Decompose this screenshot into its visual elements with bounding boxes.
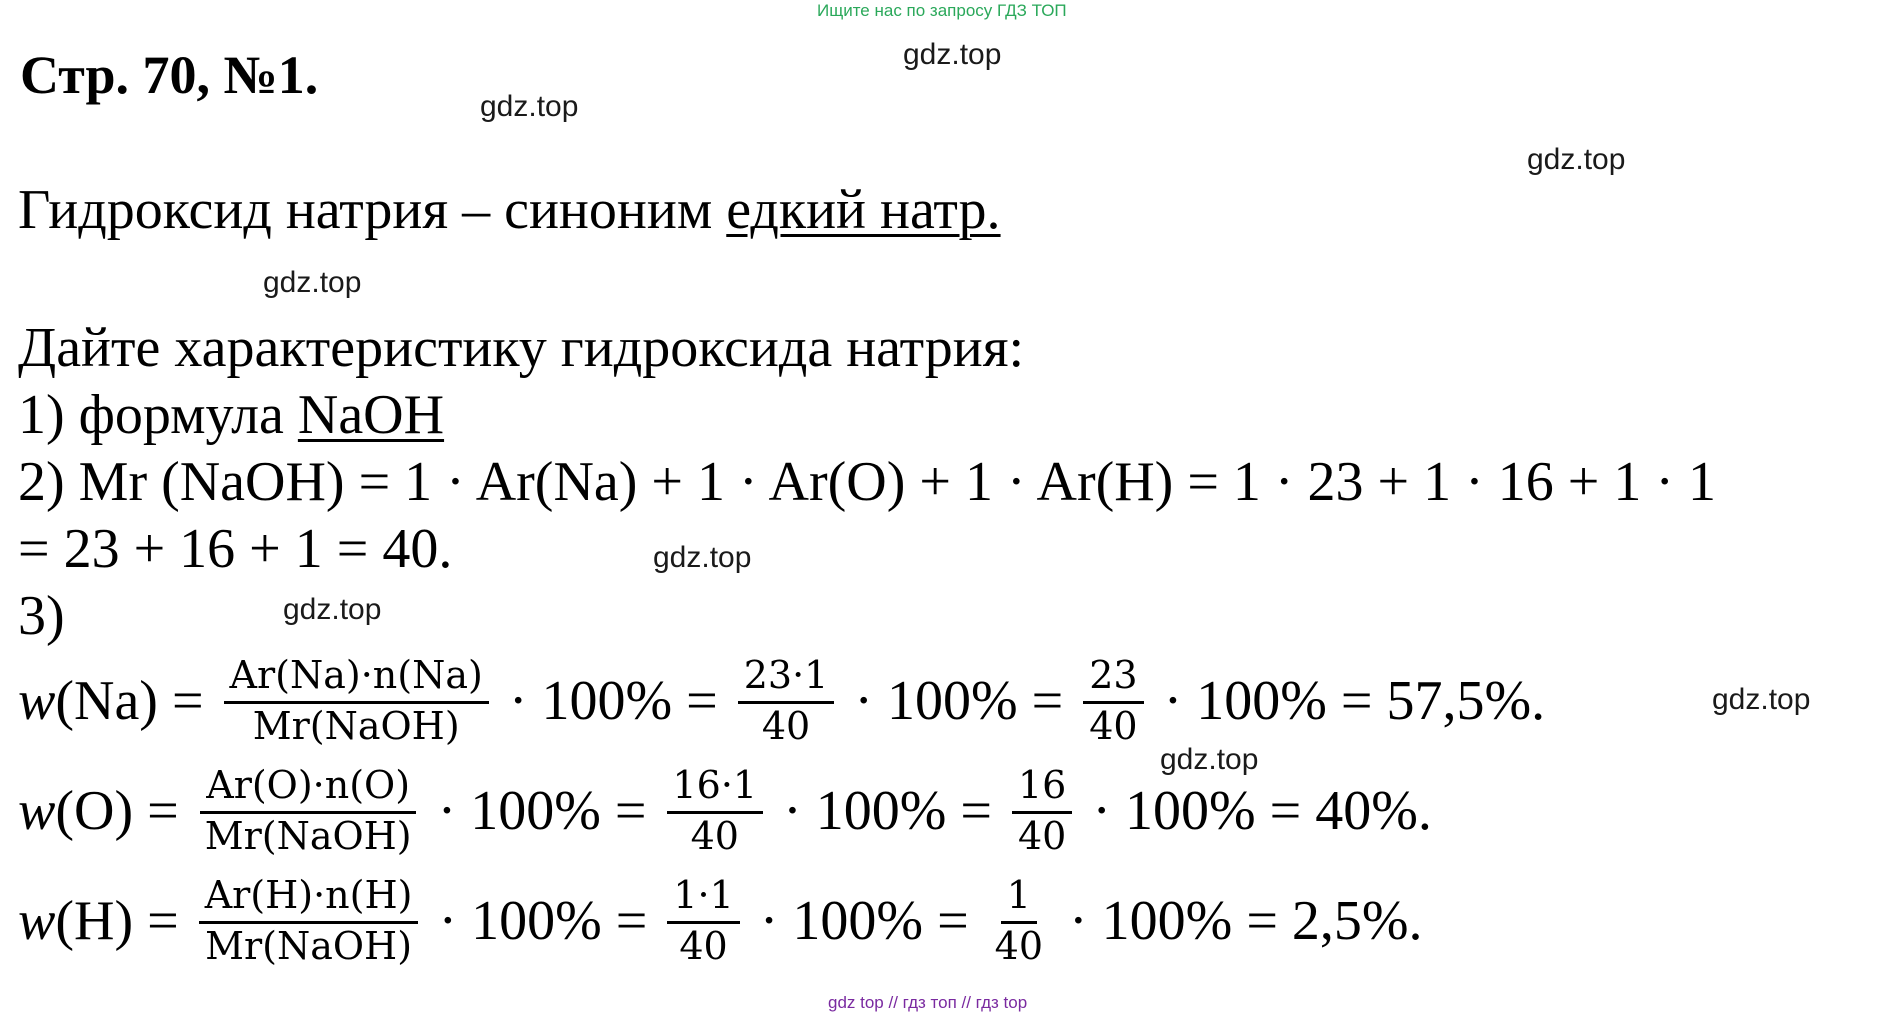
synonym-lead: Гидроксид натрия – синоним: [18, 179, 727, 241]
formula-operator: · 100% =: [840, 670, 1078, 732]
synonym-line: [18, 178, 1001, 242]
task-line: Дайте характеристику гидроксида натрия:: [18, 317, 1025, 379]
formula-result: · 100% = 57,5%.: [1149, 670, 1546, 732]
w-symbol: w: [18, 890, 56, 952]
fraction-denominator: 40: [679, 923, 728, 968]
fraction-denominator: 40: [1089, 703, 1138, 748]
fraction-substituted: [667, 762, 764, 858]
formula-operator: · 100% =: [494, 670, 732, 732]
page-title: Стр. 70, №1.: [20, 45, 319, 105]
formula-result: · 100% = 40%.: [1078, 780, 1432, 842]
fraction-numerator: 1·1: [667, 875, 739, 924]
fraction-denominator: 40: [690, 813, 739, 858]
formula-operator: · 100% =: [423, 780, 661, 842]
fraction-denominator: Mr(NaOH): [204, 813, 412, 858]
fraction-denominator: 40: [1018, 813, 1067, 858]
fraction-denominator: Mr(NaOH): [252, 703, 460, 748]
fraction-numerator: Ar(O)·n(O): [200, 765, 416, 814]
formula-operator: · 100% =: [424, 890, 662, 952]
watermark: gdz.top: [283, 593, 382, 626]
fraction-numerator: 1: [1001, 875, 1037, 924]
formula-lhs: (H) =: [55, 890, 193, 952]
formula-lhs: (Na) =: [55, 670, 218, 732]
fraction-numerator: Ar(H)·n(H): [199, 875, 419, 924]
fraction-numerator: 23: [1083, 655, 1143, 704]
item1-line: [18, 383, 444, 447]
fraction-numerator: 16·1: [667, 765, 764, 814]
watermark: gdz.top: [1712, 683, 1811, 716]
formula-operator: · 100% =: [745, 890, 983, 952]
formula-w-h: [18, 865, 1423, 977]
synonym-answer: едкий натр.: [726, 179, 1001, 241]
watermark: gdz.top: [653, 541, 752, 574]
item3-label: 3): [18, 585, 65, 647]
watermark: gdz.top: [263, 266, 362, 299]
watermark: gdz.top: [480, 90, 579, 123]
fraction-numerator: 16: [1012, 765, 1072, 814]
watermark: gdz.top: [1160, 743, 1259, 776]
fraction-substituted: [667, 872, 739, 968]
fraction-denominator: Mr(NaOH): [205, 923, 413, 968]
fraction-general: [199, 762, 418, 858]
w-symbol: w: [18, 670, 56, 732]
fraction-numerator: 23·1: [738, 655, 835, 704]
fraction-numerator: Ar(Na)·n(Na): [224, 655, 489, 704]
fraction-substituted: [738, 652, 835, 748]
fraction-denominator: 40: [761, 703, 811, 748]
bottom-banner: gdz top // гдз топ // гдз top: [828, 993, 1028, 1012]
fraction-simplified: [1012, 762, 1072, 858]
fraction-simplified: [1083, 652, 1143, 748]
w-symbol: w: [18, 780, 56, 842]
top-banner: Ищите нас по запросу ГДЗ ТОП: [817, 1, 1067, 20]
watermark: gdz.top: [903, 38, 1002, 71]
formula-lhs: (O) =: [55, 780, 193, 842]
fraction-general: [199, 872, 419, 968]
fraction-simplified: [989, 872, 1049, 968]
fraction-denominator: 40: [994, 923, 1044, 968]
formula-result: · 100% = 2,5%.: [1055, 890, 1423, 952]
item2-line2: = 23 + 16 + 1 = 40.: [18, 518, 453, 580]
item2-line1: 2) Mr (NaOH) = 1 · Ar(Na) + 1 · Ar(O) + 1 · Ar(H) = 1 · 23 + 1 · 16 + 1 · 1: [18, 451, 1717, 513]
formula-operator: · 100% =: [769, 780, 1006, 842]
item1-answer: NaOH: [297, 384, 445, 446]
formula-w-na: [18, 645, 1545, 757]
item1-lead: 1) формула: [18, 384, 298, 446]
fraction-general: [224, 652, 489, 748]
watermark: gdz.top: [1527, 143, 1626, 176]
